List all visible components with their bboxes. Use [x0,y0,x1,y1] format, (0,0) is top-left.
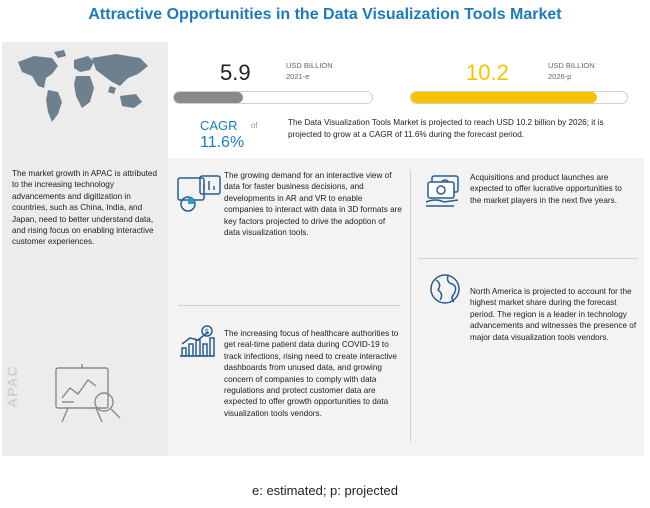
growth-chart-icon [176,324,218,360]
market-bar-2026-fill [411,92,597,103]
globe-icon [428,272,462,306]
analytics-board-icon [50,362,126,426]
divider-vertical [410,170,411,442]
demand-driver-text: The growing demand for an interactive view of data for faster business decisions, and developments in AR and VR to enable companies to interact with data in 3D formats are key factors projected to drive the adoption of data visualization tools. [224,171,402,238]
world-map-icon [8,48,158,126]
footnote: e: estimated; p: projected [252,483,398,498]
apac-description: The market growth in APAC is attributed to the increasing technology advancements and digitization in countries, such as China, India, and Japan, need to better understand data, and rising focus on enabling interactive customer experiences. [12,169,158,247]
divider-horizontal-left [178,305,400,306]
acquisitions-text: Acquisitions and product launches are expected to offer lucrative opportunities to the market players in the next five years. [470,173,622,205]
cagr-value: 11.6% [200,134,245,151]
cagr-label: CAGR [200,118,238,133]
market-value-2021: 5.9 [220,60,251,85]
market-unit-2026: USD BILLION 2026-p [548,61,595,81]
divider-horizontal-right [418,258,638,259]
healthcare-text: The increasing focus of healthcare authorities to get real-time patient data during COVID-19 to track infections, rising need to create interactive dashboards from unused data, and growing concern of companies to comply with data regulations and protect customer data are expected to offer growth opportunities to data visualization tools vendors. [224,329,399,418]
market-summary: The Data Visualization Tools Market is projected to reach USD 10.2 billion by 2026; it is projected to grow at a CAGR of 11.6% during the forecast period. [288,118,604,139]
market-unit-2021: USD BILLION 2021-e [286,61,333,81]
north-america-text: North America is projected to account for the highest market share during the forecast period. The region is a leader in technology advancements and witnesses the presence of major data visualization tools vendors. [470,287,637,342]
interactive-dashboard-icon [176,172,222,214]
cagr-of: of [251,121,258,130]
page-title: Attractive Opportunities in the Data Visualization Tools Market [88,6,562,23]
market-bar-2021-fill [174,92,243,103]
svg-text:$: $ [204,327,210,336]
market-value-2026: 10.2 [466,60,509,85]
market-bar-2026 [410,91,628,104]
market-bar-2021 [173,91,373,104]
money-opportunity-icon [424,172,464,210]
apac-label: APAC [4,365,20,408]
